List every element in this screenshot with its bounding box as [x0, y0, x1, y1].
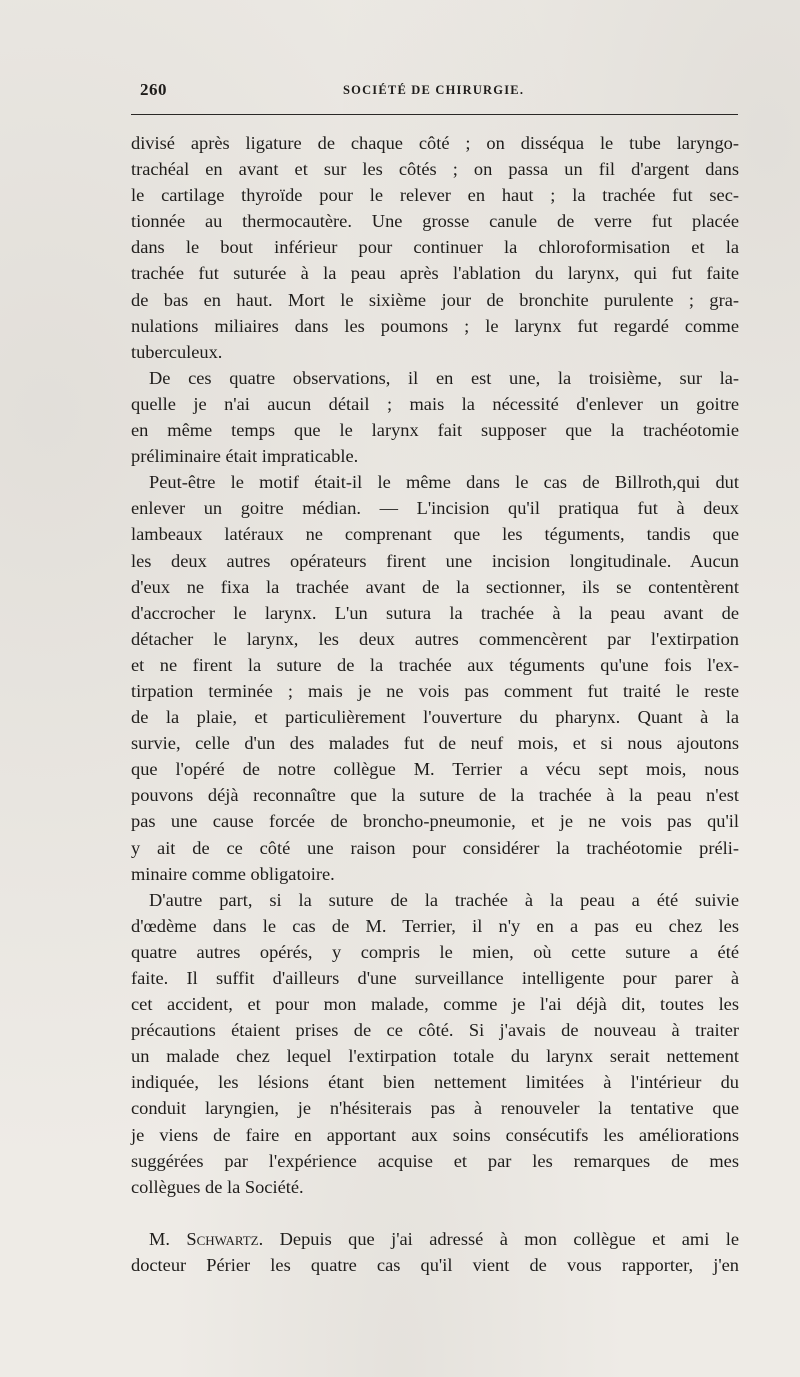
text-line: de bas en haut. Mort le sixième jour de bronchite purulente ; gra-: [131, 289, 739, 310]
text-line: quelle je n'ai aucun détail ; mais la nécessité d'enlever un goitre: [131, 393, 739, 414]
paragraph: [131, 1226, 739, 1278]
text-line: un malade chez lequel l'extirpation totale du larynx serait nettement: [131, 1046, 739, 1067]
text-line: préliminaire était impraticable.: [131, 446, 359, 467]
text-line: détacher le larynx, les deux autres commencèrent par l'extirpation: [131, 628, 739, 649]
text-line: en même temps que le larynx fait supposer que la trachéotomie: [131, 420, 739, 441]
text-line: divisé après ligature de chaque côté ; on disséqua le tube laryngo-: [131, 133, 739, 153]
text-line: précautions étaient prises de ce côté. Si j'avais de nouveau à traiter: [131, 1020, 739, 1041]
text-line: conduit laryngien, je n'hésiterais pas à renouveler la tentative que: [131, 1098, 739, 1119]
paragraph: [131, 887, 739, 1200]
text-line: de la plaie, et particulièrement l'ouverture du pharynx. Quant à la: [131, 707, 739, 728]
text-line: le cartilage thyroïde pour le relever en haut ; la trachée fut sec-: [131, 185, 739, 206]
text-line: docteur Périer les quatre cas qu'il vient de vous rapporter, j'en: [131, 1254, 739, 1275]
text-line: d'accrocher le larynx. L'un sutura la trachée à la peau avant de: [131, 602, 739, 623]
text-line: tuberculeux.: [131, 341, 223, 362]
text-line: quatre autres opérés, y compris le mien, où cette suture a été: [131, 941, 739, 962]
paragraph: [131, 469, 739, 887]
text-line: y ait de ce côté une raison pour considérer la trachéotomie préli-: [131, 837, 739, 858]
paragraph-gap: [131, 1200, 739, 1226]
body-text: [131, 130, 739, 1278]
text-line: D'autre part, si la suture de la trachée à la peau a été suivie: [149, 889, 739, 910]
text-line: De ces quatre observations, il en est une, la troisième, sur la-: [149, 367, 739, 388]
text-line: trachéal en avant et sur les côtés ; on passa un fil d'argent dans: [131, 159, 739, 180]
text-line: dans le bout inférieur pour continuer la chloroformisation et la: [131, 237, 739, 258]
text-line: tirpation terminée ; mais je ne vois pas comment fut traité le reste: [131, 680, 739, 701]
text-line: pas une cause forcée de broncho-pneumonie, et je ne vois pas qu'il: [131, 811, 739, 832]
text-line: les deux autres opérateurs firent une incision longitudinale. Aucun: [131, 550, 739, 571]
text-line: trachée fut suturée à la peau après l'ablation du larynx, qui fut faite: [131, 263, 739, 284]
text-line: Peut-être le motif était-il le même dans le cas de Billroth,qui dut: [149, 472, 739, 493]
text-line: minaire comme obligatoire.: [131, 863, 335, 884]
text-line: collègues de la Société.: [131, 1176, 304, 1197]
paragraph: [131, 365, 739, 469]
speaker-name: M. Schwartz.: [149, 1228, 264, 1249]
text-line: lambeaux latéraux ne comprenant que les téguments, tandis que: [131, 524, 739, 545]
page-number: 260: [140, 80, 167, 99]
text-line: cet accident, et pour mon malade, comme je l'ai déjà dit, toutes les: [131, 994, 739, 1015]
text-line: suggérées par l'expérience acquise et par les remarques de mes: [131, 1150, 739, 1171]
running-head: SOCIÉTÉ DE CHIRURGIE.: [343, 83, 525, 97]
text-line: indiquée, les lésions étant bien nettement limitées à l'intérieur du: [131, 1072, 739, 1093]
text-line: et ne firent la suture de la trachée aux téguments qu'une fois l'ex-: [131, 654, 739, 675]
text-fragment: Depuis que j'ai adressé à mon collègue et ami le: [279, 1228, 739, 1249]
text-line: d'œdème dans le cas de M. Terrier, il n'y en a pas eu chez les: [131, 915, 739, 936]
paragraph: [131, 130, 739, 365]
text-line: enlever un goitre médian. — L'incision qu'il pratiqua fut à deux: [131, 498, 739, 519]
text-line: survie, celle d'un des malades fut de neuf mois, et si nous ajoutons: [131, 733, 739, 754]
text-line: tionnée au thermocautère. Une grosse canule de verre fut placée: [131, 211, 739, 232]
text-line: je viens de faire en apportant aux soins consécutifs les améliorations: [131, 1124, 739, 1145]
text-line: que l'opéré de notre collègue M. Terrier a vécu sept mois, nous: [131, 759, 739, 780]
header-rule: [131, 114, 738, 115]
text-line: d'eux ne fixa la trachée avant de la sectionner, ils se contentèrent: [131, 576, 739, 597]
page-header: [140, 80, 740, 102]
text-line: pouvons déjà reconnaître que la suture de la trachée à la peau n'est: [131, 785, 739, 806]
text-line: faite. Il suffit d'ailleurs d'une surveillance intelligente pour parer à: [131, 968, 739, 988]
text-line: [131, 1226, 739, 1252]
text-line: nulations miliaires dans les poumons ; le larynx fut regardé comme: [131, 315, 739, 336]
